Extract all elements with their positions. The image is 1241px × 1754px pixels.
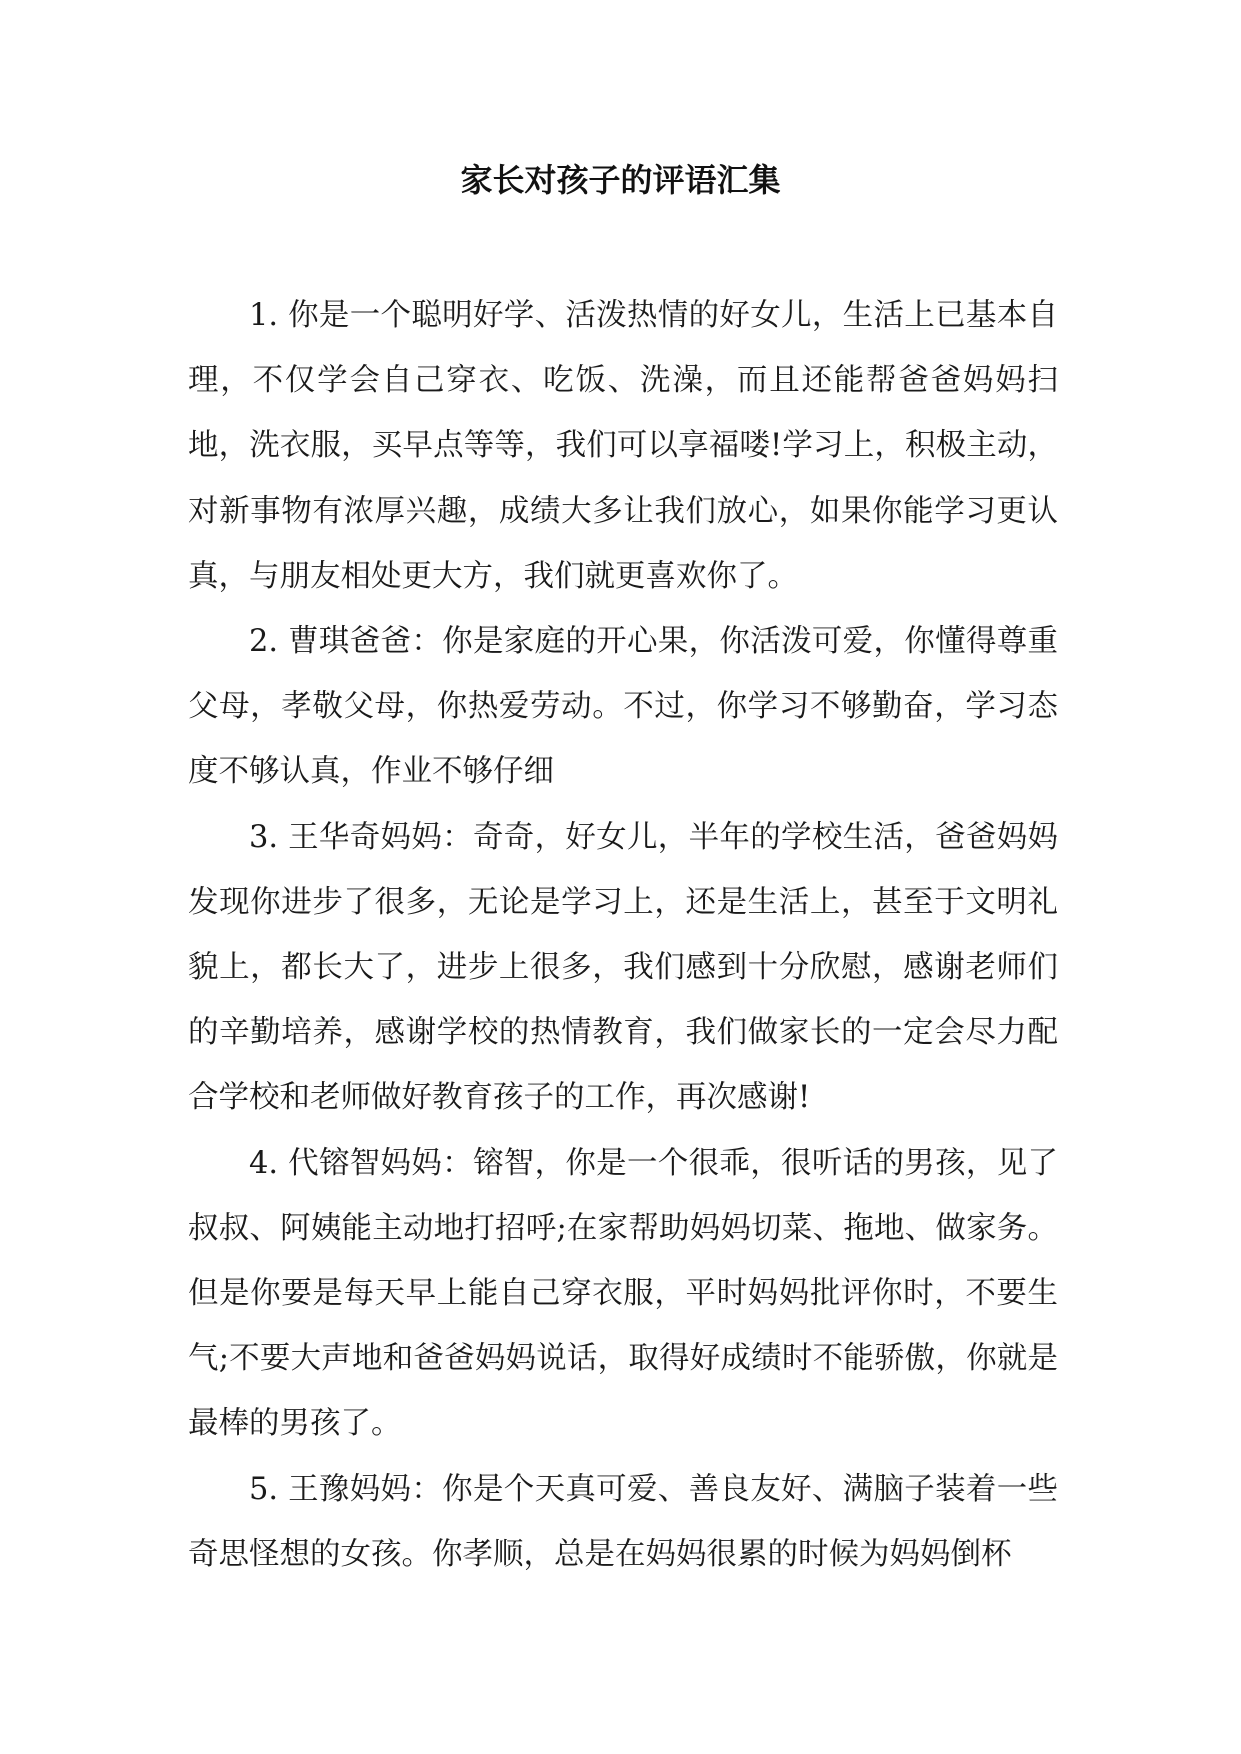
- document-title: 家长对孩子的评语汇集: [460, 161, 781, 199]
- paragraph-1: 1. 你是一个聪明好学、活泼热情的好女儿，生活上已基本自理，不仅学会自己穿衣、吃饭、洗澡，而且还能帮爸爸妈妈扫地，洗衣服，买早点等等，我们可以享福喽!学习上，积极主动，对新事物有浓厚兴趣，成绩大多让我们放心，如果你能学习更认真，与朋友相处更大方，我们就更喜欢你了。: [188, 298, 1058, 594]
- paragraph-5: 5. 王豫妈妈：你是个天真可爱、善良友好、满脑子装着一些奇思怪想的女孩。你孝顺，总是在妈妈很累的时候为妈妈倒杯: [188, 1471, 1058, 1572]
- paragraph-3: 3. 王华奇妈妈：奇奇，好女儿，半年的学校生活，爸爸妈妈发现你进步了很多，无论是学习上，还是生活上，甚至于文明礼貌上，都长大了，进步上很多，我们感到十分欣慰，感谢老师们的辛勤培养，感谢学校的热情教育，我们做家长的一定会尽力配合学校和老师做好教育孩子的工作，再次感谢!: [188, 819, 1058, 1116]
- paragraph-2: 2. 曹琪爸爸：你是家庭的开心果，你活泼可爱，你懂得尊重父母，孝敬父母，你热爱劳动。不过，你学习不够勤奋，学习态度不够认真，作业不够仔细: [188, 624, 1058, 790]
- document-body: [188, 283, 1058, 1587]
- paragraph-4: 4. 代镕智妈妈：镕智，你是一个很乖，很听话的男孩，见了叔叔、阿姨能主动地打招呼;在家帮助妈妈切菜、拖地、做家务。但是你要是每天早上能自己穿衣服，平时妈妈批评你时，不要生气;不要大声地和爸爸妈妈说话，取得好成绩时不能骄傲，你就是最棒的男孩了。: [188, 1145, 1058, 1442]
